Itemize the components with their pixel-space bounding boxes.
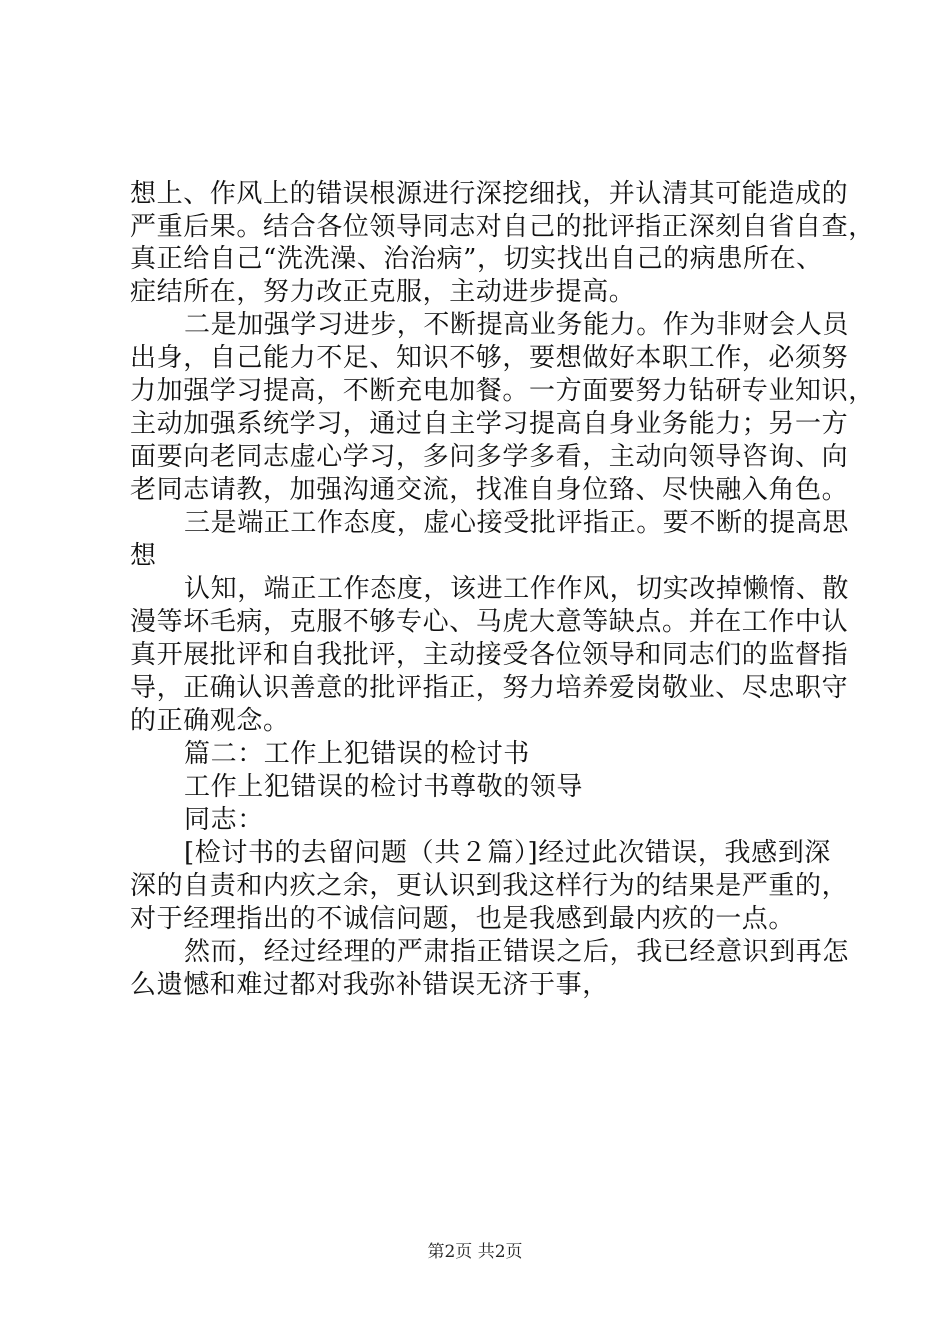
text-line: 对于经理指出的不诚信问题，也是我感到最内疚的一点。: [130, 904, 796, 934]
text-line: 面要向老同志虚心学习，多问多学多看，主动向领导咨询、向: [130, 442, 849, 472]
text-line: 出身，自己能力不足、知识不够，要想做好本职工作，必须努: [130, 343, 849, 373]
text-line: 么遗憾和难过都对我弥补错误无济于事，: [130, 970, 609, 1000]
text-line: 漫等坏毛病，克服不够专心、马虎大意等缺点。并在工作中认: [130, 607, 849, 637]
text-line: 然而，经过经理的严肃指正错误之后，我已经意识到再怎: [184, 937, 850, 967]
text-line: 真正给自己“洗洗澡、治治病”，切实找出自己的病患所在、: [130, 244, 823, 274]
text-line: 力加强学习提高，不断充电加餐。一方面要努力钻研专业知识，: [130, 376, 875, 406]
text-line: 二是加强学习进步，不断提高业务能力。作为非财会人员: [184, 310, 850, 340]
text-line: 的正确观念。: [130, 706, 290, 736]
text-line: 症结所在，努力改正克服，主动进步提高。: [130, 277, 636, 307]
text-line: 严重后果。结合各位领导同志对自己的批评指正深刻自省自查，: [130, 212, 875, 242]
text-line: 真开展批评和自我批评，主动接受各位领导和同志们的监督指: [130, 640, 849, 670]
text-line: [检讨书的去留问题（共２篇）]经过此次错误，我感到深: [184, 838, 831, 868]
text-line: 深的自责和内疚之余，更认识到我这样行为的结果是严重的，: [130, 871, 849, 901]
page-number: 第2页 共2页: [427, 1242, 523, 1262]
text-line: 三是端正工作态度，虚心接受批评指正。要不断的提高思: [184, 508, 850, 538]
text-line: 同志：: [184, 805, 264, 835]
text-line: 导，正确认识善意的批评指正，努力培养爱岗敬业、尽忠职守: [130, 673, 849, 703]
section-heading: 篇二：工作上犯错误的检讨书: [184, 739, 530, 769]
text-line: 认知，端正工作态度，该进工作作风，切实改掉懒惰、散: [184, 574, 850, 604]
text-line: 老同志请教，加强沟通交流，找准自身位臵、尽快融入角色。: [130, 475, 849, 505]
text-line: 想上、作风上的错误根源进行深挖细找，并认清其可能造成的: [130, 179, 849, 209]
text-line: 主动加强系统学习，通过自主学习提高自身业务能力；另一方: [130, 409, 849, 439]
text-line: 想: [130, 541, 157, 571]
text-line: 工作上犯错误的检讨书尊敬的领导: [184, 772, 584, 802]
